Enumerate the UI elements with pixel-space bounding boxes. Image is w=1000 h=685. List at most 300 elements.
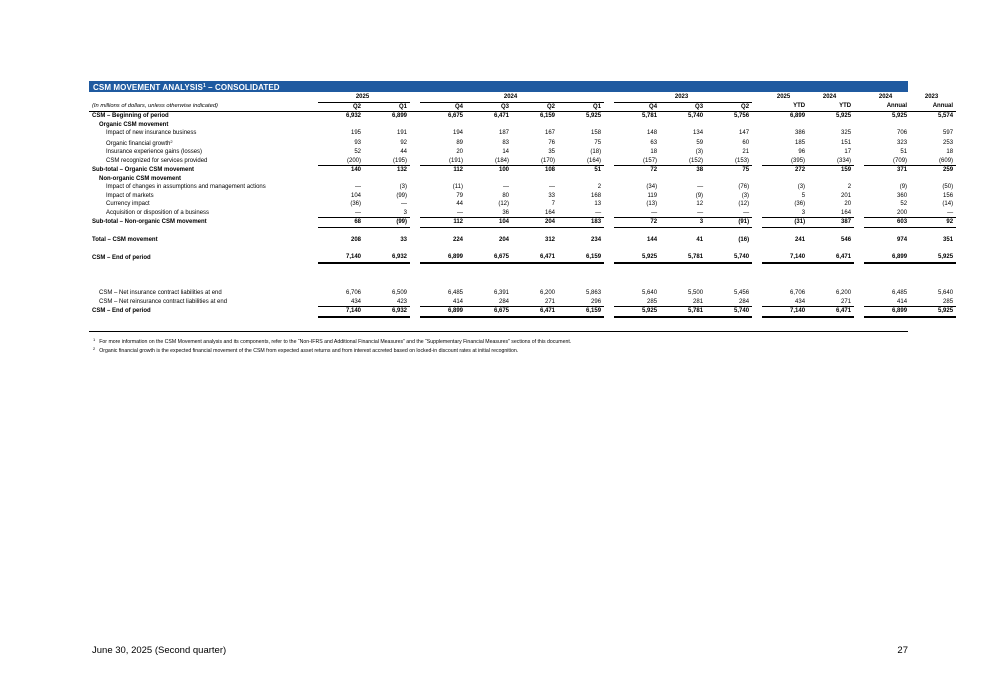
value-cell: 134 bbox=[693, 130, 704, 136]
value-cell: — bbox=[697, 184, 704, 190]
value-cell: 284 bbox=[466, 298, 512, 307]
csm-movement-table bbox=[89, 93, 956, 318]
value-cell: 6,391 bbox=[494, 290, 510, 296]
value-cell: (14) bbox=[942, 201, 954, 207]
table-row bbox=[89, 200, 956, 209]
gap-cell bbox=[512, 175, 558, 184]
value-cell: 5,640 bbox=[642, 290, 658, 296]
value-cell: 6,932 bbox=[345, 113, 361, 119]
value-cell: 6,200 bbox=[836, 290, 852, 296]
gap-cell bbox=[410, 129, 420, 138]
table-row bbox=[89, 209, 956, 218]
value-cell: 281 bbox=[660, 298, 706, 307]
gap-cell bbox=[854, 236, 864, 245]
footnote-number: 2 bbox=[93, 346, 96, 351]
row-label-text: Currency impact bbox=[106, 201, 150, 207]
value-cell: 41 bbox=[696, 237, 704, 243]
value-cell: 6,509 bbox=[392, 290, 408, 296]
period-header: Q3 bbox=[466, 102, 512, 112]
value-cell: 36 bbox=[466, 209, 512, 218]
value-cell: (395) bbox=[762, 157, 808, 166]
row-label-text: CSM – Net insurance contract liabilities at end bbox=[99, 290, 222, 296]
footnotes bbox=[89, 331, 908, 353]
gap-cell bbox=[864, 121, 910, 130]
value-cell: 20 bbox=[456, 149, 464, 155]
value-cell: 546 bbox=[841, 237, 852, 243]
value-cell: 5,781 bbox=[660, 307, 706, 317]
gap-cell bbox=[410, 121, 420, 130]
table-row bbox=[89, 121, 956, 130]
value-cell: 33 bbox=[400, 237, 408, 243]
gap-cell bbox=[752, 236, 762, 245]
gap-cell bbox=[762, 121, 808, 130]
row-label-text: Impact of markets bbox=[106, 192, 154, 199]
value-cell: 371 bbox=[897, 167, 908, 173]
value-cell: 5,925 bbox=[892, 113, 908, 119]
value-cell: 96 bbox=[798, 149, 806, 155]
value-cell: 151 bbox=[841, 139, 852, 146]
gap-cell bbox=[604, 112, 614, 121]
value-cell: 259 bbox=[943, 167, 954, 173]
gap-cell bbox=[318, 175, 364, 184]
value-cell: (3) bbox=[741, 192, 750, 199]
gap-cell bbox=[604, 183, 614, 192]
year-2023-quarters: 2023 bbox=[614, 93, 752, 102]
value-cell: 68 bbox=[318, 218, 364, 228]
value-cell: 17 bbox=[844, 149, 852, 155]
value-cell: 112 bbox=[420, 218, 466, 228]
value-cell: 18 bbox=[946, 149, 954, 155]
gap-cell bbox=[706, 175, 752, 184]
value-cell: (191) bbox=[420, 157, 466, 166]
row-label-text: CSM recognized for services provided bbox=[106, 157, 208, 164]
year-2024-quarters: 2024 bbox=[420, 93, 604, 102]
row-label-text: Acquisition or disposition of a business bbox=[106, 209, 210, 216]
table-row bbox=[89, 138, 956, 149]
row-label bbox=[89, 148, 318, 157]
value-cell: 92 bbox=[910, 218, 956, 228]
value-cell: 112 bbox=[453, 167, 464, 173]
value-cell: 285 bbox=[910, 298, 956, 307]
value-cell: 75 bbox=[594, 139, 602, 146]
value-cell: 414 bbox=[420, 298, 466, 307]
gap-cell bbox=[854, 289, 864, 298]
value-cell: — bbox=[614, 209, 660, 218]
value-cell: (152) bbox=[660, 157, 706, 166]
gap-cell bbox=[604, 236, 614, 245]
value-cell: (200) bbox=[318, 157, 364, 166]
row-label bbox=[89, 112, 318, 121]
row-label bbox=[89, 298, 318, 307]
gap-cell bbox=[614, 121, 660, 130]
gap-cell bbox=[854, 253, 864, 263]
value-cell: (50) bbox=[942, 184, 954, 190]
row-label bbox=[89, 253, 318, 263]
gap-cell bbox=[854, 183, 864, 192]
row-label bbox=[89, 307, 318, 317]
gap-cell bbox=[410, 298, 420, 307]
gap-cell bbox=[604, 102, 614, 112]
gap-cell bbox=[808, 175, 854, 184]
gap-cell bbox=[604, 209, 614, 218]
value-cell: 325 bbox=[841, 130, 852, 136]
footnote-text: For more information on the CSM Movement analysis and its components, refer to the “Non-IFRS and Additional Financial Measures” and the “Supplementary Financial Measures” sections of this document. bbox=[99, 339, 572, 345]
gap-cell bbox=[604, 298, 614, 307]
value-cell: 63 bbox=[650, 139, 658, 146]
table-title: CSM MOVEMENT ANALYSIS bbox=[93, 83, 203, 92]
period-header: YTD bbox=[808, 102, 854, 112]
value-cell: 5,925 bbox=[586, 113, 602, 119]
gap-cell bbox=[752, 200, 762, 209]
value-cell: 104 bbox=[350, 192, 361, 199]
value-cell: 18 bbox=[650, 149, 658, 155]
value-cell: — bbox=[401, 201, 408, 207]
value-cell: 6,899 bbox=[420, 307, 466, 317]
value-cell: 272 bbox=[795, 167, 806, 173]
value-cell: 241 bbox=[795, 237, 806, 243]
value-cell: 144 bbox=[647, 237, 658, 243]
row-label bbox=[89, 121, 318, 130]
table-row bbox=[89, 148, 956, 157]
year-header-row bbox=[89, 93, 956, 102]
gap-cell bbox=[604, 192, 614, 201]
value-cell: 386 bbox=[795, 130, 806, 136]
value-cell: 5,781 bbox=[660, 253, 706, 263]
year-2024-ytd: 2024 bbox=[822, 94, 837, 101]
page-number: 27 bbox=[897, 645, 908, 656]
value-cell: 44 bbox=[400, 149, 408, 155]
gap-cell bbox=[410, 112, 420, 121]
value-cell: (9) bbox=[695, 192, 704, 199]
row-label-text: Organic financial growth bbox=[106, 140, 171, 147]
gap-cell bbox=[706, 121, 752, 130]
value-cell: (609) bbox=[910, 157, 956, 166]
value-cell: 296 bbox=[558, 298, 604, 307]
table-row bbox=[89, 218, 956, 228]
value-cell: 14 bbox=[502, 149, 510, 155]
gap-cell bbox=[604, 307, 614, 317]
value-cell: 76 bbox=[548, 139, 556, 146]
gap-cell bbox=[614, 175, 660, 184]
value-cell: 597 bbox=[943, 130, 954, 136]
value-cell: 6,899 bbox=[864, 307, 910, 317]
value-cell: 6,471 bbox=[494, 113, 510, 119]
value-cell: 6,675 bbox=[466, 307, 512, 317]
value-cell: 414 bbox=[864, 298, 910, 307]
value-cell: (3) bbox=[797, 184, 806, 190]
value-cell: 200 bbox=[864, 209, 910, 218]
gap-cell bbox=[410, 209, 420, 218]
value-cell: 33 bbox=[548, 192, 556, 199]
value-cell: 44 bbox=[456, 201, 464, 207]
value-cell: — bbox=[910, 209, 956, 218]
gap-cell bbox=[410, 253, 420, 263]
gap-cell bbox=[762, 175, 808, 184]
gap-cell bbox=[558, 121, 604, 130]
row-label bbox=[89, 175, 318, 184]
value-cell: — bbox=[503, 184, 510, 190]
value-cell: 195 bbox=[350, 130, 361, 136]
row-label bbox=[89, 157, 318, 166]
value-cell: (91) bbox=[706, 218, 752, 228]
footnote-2 bbox=[89, 344, 908, 353]
value-cell: (12) bbox=[498, 201, 510, 207]
value-cell: 7 bbox=[551, 201, 556, 207]
table-row bbox=[89, 192, 956, 201]
value-cell: 132 bbox=[397, 167, 408, 173]
value-cell: 93 bbox=[354, 139, 361, 146]
value-cell: 5,925 bbox=[910, 253, 956, 263]
period-header-row bbox=[89, 102, 956, 112]
value-cell: 360 bbox=[897, 192, 908, 199]
gap-cell bbox=[604, 218, 614, 228]
gap-cell bbox=[752, 102, 762, 112]
gap-cell bbox=[364, 121, 410, 130]
value-cell: 89 bbox=[456, 139, 464, 146]
value-cell: (16) bbox=[738, 237, 750, 243]
value-cell: 5 bbox=[801, 192, 806, 199]
gap-cell bbox=[910, 175, 956, 184]
gap-cell bbox=[420, 175, 466, 184]
value-cell: 974 bbox=[897, 237, 908, 243]
value-cell: 119 bbox=[647, 192, 658, 199]
value-cell: — bbox=[318, 209, 364, 218]
value-cell: 6,675 bbox=[466, 253, 512, 263]
value-cell: 6,471 bbox=[808, 253, 854, 263]
value-cell: 7,140 bbox=[318, 307, 364, 317]
value-cell: (170) bbox=[512, 157, 558, 166]
gap-cell bbox=[752, 121, 762, 130]
value-cell: 423 bbox=[364, 298, 410, 307]
gap-cell bbox=[910, 121, 956, 130]
value-cell: 35 bbox=[548, 149, 556, 155]
gap-cell bbox=[410, 148, 420, 157]
gap-cell bbox=[752, 209, 762, 218]
value-cell: 5,456 bbox=[734, 290, 750, 296]
value-cell: 52 bbox=[354, 149, 361, 155]
value-cell: 38 bbox=[696, 167, 704, 173]
spacer-cell bbox=[89, 263, 956, 273]
value-cell: 5,740 bbox=[706, 307, 752, 317]
value-cell: 59 bbox=[696, 139, 704, 146]
period-header: Annual bbox=[864, 102, 910, 112]
value-cell: 6,899 bbox=[864, 253, 910, 263]
value-cell: 156 bbox=[943, 192, 954, 199]
value-cell: 12 bbox=[696, 201, 704, 207]
value-cell: 201 bbox=[841, 192, 852, 199]
value-cell: 6,471 bbox=[808, 307, 854, 317]
value-cell: (36) bbox=[794, 201, 806, 207]
value-cell: 6,200 bbox=[540, 290, 556, 296]
value-cell: (709) bbox=[864, 157, 910, 166]
value-cell: (12) bbox=[738, 201, 750, 207]
value-cell: 6,485 bbox=[448, 290, 464, 296]
footnote-text: Organic financial growth is the expected financial movement of the CSM from expected asset returns and from interest accreted based on locked-in discount rates at initial recognition. bbox=[99, 348, 519, 354]
gap-cell bbox=[854, 121, 864, 130]
spacer-row bbox=[89, 245, 956, 254]
value-cell: 5,740 bbox=[688, 113, 704, 119]
value-cell: (76) bbox=[738, 184, 750, 190]
period-header: Q2 bbox=[512, 102, 558, 112]
value-cell: (9) bbox=[899, 184, 908, 190]
value-cell: 7,140 bbox=[762, 253, 808, 263]
period-header: Q1 bbox=[558, 102, 604, 112]
year-2025-quarters: 2025 bbox=[318, 93, 410, 102]
period-header: Q2 bbox=[318, 102, 364, 112]
value-cell: — bbox=[549, 184, 556, 190]
value-cell: — bbox=[706, 209, 752, 218]
value-cell: 51 bbox=[594, 167, 602, 173]
spacer-cell bbox=[89, 227, 956, 236]
row-label-text: Impact of changes in assumptions and management actions bbox=[106, 184, 266, 190]
value-cell: 3 bbox=[364, 209, 410, 218]
value-cell: 92 bbox=[400, 139, 408, 146]
value-cell: 79 bbox=[456, 192, 464, 199]
value-cell: 194 bbox=[453, 130, 464, 136]
value-cell: 323 bbox=[897, 139, 908, 146]
value-cell: 191 bbox=[397, 130, 408, 136]
value-cell: (334) bbox=[808, 157, 854, 166]
value-cell: 706 bbox=[897, 130, 908, 136]
spacer-cell bbox=[89, 245, 956, 254]
value-cell: (157) bbox=[614, 157, 660, 166]
gap-cell bbox=[752, 112, 762, 121]
value-cell: 159 bbox=[841, 167, 852, 173]
table-row bbox=[89, 129, 956, 138]
table-row bbox=[89, 307, 956, 317]
gap-cell bbox=[854, 157, 864, 166]
value-cell: (195) bbox=[364, 157, 410, 166]
gap-cell bbox=[318, 121, 364, 130]
gap-cell bbox=[752, 192, 762, 201]
period-header: Q4 bbox=[420, 102, 466, 112]
gap-cell bbox=[854, 298, 864, 307]
row-label-text: Total – CSM movement bbox=[92, 237, 158, 243]
period-header: Q1 bbox=[364, 102, 410, 112]
gap-cell bbox=[410, 192, 420, 201]
row-label bbox=[89, 192, 318, 201]
gap-cell bbox=[410, 183, 420, 192]
value-cell: 6,706 bbox=[345, 290, 361, 296]
units-label: (In millions of dollars, unless otherwise indicated) bbox=[89, 102, 318, 112]
gap-cell bbox=[558, 175, 604, 184]
value-cell: 158 bbox=[591, 130, 602, 136]
year-2023-annual: 2023 bbox=[924, 94, 939, 101]
value-cell: 6,159 bbox=[558, 253, 604, 263]
gap-cell bbox=[752, 175, 762, 184]
table-row bbox=[89, 236, 956, 245]
value-cell: 167 bbox=[545, 130, 556, 136]
spacer-cell bbox=[89, 272, 956, 281]
value-cell: 185 bbox=[795, 139, 806, 146]
value-cell: (164) bbox=[558, 157, 604, 166]
gap-cell bbox=[854, 307, 864, 317]
gap-cell bbox=[410, 166, 420, 175]
spacer-row bbox=[89, 263, 956, 273]
gap-cell bbox=[854, 218, 864, 228]
gap-cell bbox=[604, 253, 614, 263]
value-cell: 187 bbox=[499, 130, 510, 136]
period-header: Q3 bbox=[660, 102, 706, 112]
value-cell: 253 bbox=[943, 139, 954, 146]
value-cell: 164 bbox=[512, 209, 558, 218]
value-cell: 6,932 bbox=[364, 307, 410, 317]
table-row bbox=[89, 183, 956, 192]
row-label bbox=[89, 129, 318, 138]
value-cell: 147 bbox=[739, 130, 750, 136]
row-label-text: Non-organic CSM movement bbox=[99, 175, 182, 182]
gap-cell bbox=[854, 175, 864, 184]
spacer-row bbox=[89, 272, 956, 281]
value-cell: 108 bbox=[545, 167, 556, 173]
value-cell: 6,899 bbox=[392, 113, 408, 119]
gap-cell bbox=[752, 298, 762, 307]
table-title-suffix: – CONSOLIDATED bbox=[205, 83, 280, 92]
gap-cell bbox=[604, 121, 614, 130]
gap-cell bbox=[660, 121, 706, 130]
value-cell: 20 bbox=[844, 201, 852, 207]
gap-cell bbox=[854, 102, 864, 112]
row-label-text: CSM – End of period bbox=[92, 254, 151, 261]
value-cell: 6,485 bbox=[892, 290, 908, 296]
gap-cell bbox=[752, 138, 762, 149]
value-cell: 60 bbox=[742, 139, 750, 146]
gap-cell bbox=[604, 148, 614, 157]
gap-cell bbox=[466, 175, 512, 184]
gap-cell bbox=[864, 175, 910, 184]
table-title-banner bbox=[89, 81, 908, 92]
gap-cell bbox=[604, 129, 614, 138]
table-row bbox=[89, 175, 956, 184]
value-cell: 5,925 bbox=[910, 307, 956, 317]
gap-cell bbox=[854, 200, 864, 209]
value-cell: 3 bbox=[762, 209, 808, 218]
value-cell: 2 bbox=[597, 184, 602, 190]
value-cell: 5,925 bbox=[836, 113, 852, 119]
gap-cell bbox=[410, 307, 420, 317]
spacer-row bbox=[89, 227, 956, 236]
value-cell: 83 bbox=[502, 139, 510, 146]
value-cell: 168 bbox=[591, 192, 602, 199]
table-row bbox=[89, 253, 956, 263]
value-cell: 6,471 bbox=[512, 253, 558, 263]
value-cell: 2 bbox=[847, 184, 852, 190]
value-cell: 183 bbox=[558, 218, 604, 228]
value-cell: 104 bbox=[466, 218, 512, 228]
gap-cell bbox=[364, 175, 410, 184]
value-cell: 351 bbox=[943, 237, 954, 243]
value-cell: 5,925 bbox=[614, 253, 660, 263]
period-header: Q4 bbox=[614, 102, 660, 112]
value-cell: 72 bbox=[614, 218, 660, 228]
value-cell: (11) bbox=[452, 184, 464, 190]
footnote-number: 1 bbox=[93, 337, 96, 342]
value-cell: 271 bbox=[808, 298, 854, 307]
spacer-cell bbox=[89, 281, 956, 290]
value-cell: 234 bbox=[591, 237, 602, 243]
gap-cell bbox=[808, 121, 854, 130]
year-2024-annual: 2024 bbox=[878, 94, 893, 101]
gap-cell bbox=[604, 175, 614, 184]
gap-cell bbox=[752, 129, 762, 138]
row-label-text: Sub-total – Organic CSM movement bbox=[92, 166, 195, 173]
value-cell: 6,899 bbox=[790, 113, 806, 119]
value-cell: 387 bbox=[808, 218, 854, 228]
gap-cell bbox=[410, 175, 420, 184]
value-cell: 284 bbox=[706, 298, 752, 307]
gap-cell bbox=[410, 236, 420, 245]
gap-cell bbox=[410, 102, 420, 112]
